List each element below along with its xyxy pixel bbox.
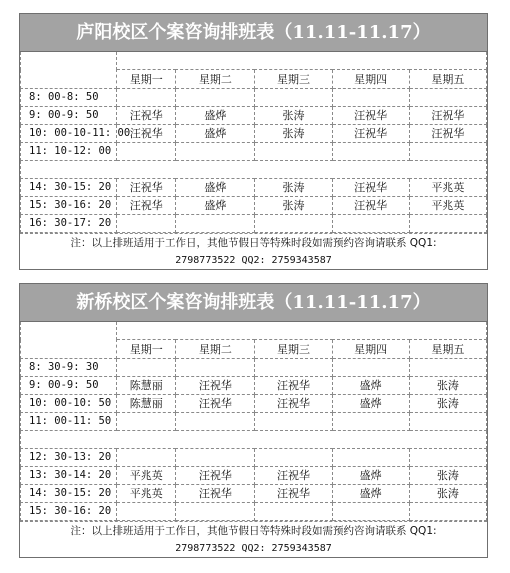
counselor-cell	[117, 503, 176, 521]
day-header-1: 星期一	[117, 70, 176, 89]
schedule-luyang	[19, 13, 488, 270]
gap-row	[21, 161, 487, 179]
table-row	[21, 359, 487, 377]
counselor-cell	[255, 413, 332, 431]
counselor-cell: 张涛	[409, 467, 486, 485]
day-header-5: 星期五	[409, 70, 486, 89]
counselor-cell	[117, 89, 176, 107]
counselor-cell: 盛烨	[332, 485, 409, 503]
counselor-cell: 盛烨	[332, 377, 409, 395]
counselor-cell	[409, 503, 486, 521]
day-header-3: 星期三	[255, 340, 332, 359]
counselor-cell: 汪祝华	[255, 467, 332, 485]
time-slot: 11: 10-12: 00	[21, 143, 117, 161]
counselor-cell	[117, 413, 176, 431]
time-slot: 8: 00-8: 50	[21, 89, 117, 107]
table-row	[21, 179, 487, 197]
counselor-cell: 张涛	[409, 395, 486, 413]
counselor-cell	[332, 143, 409, 161]
counselor-cell: 张涛	[255, 125, 332, 143]
counselor-cell	[332, 359, 409, 377]
counselor-cell: 盛烨	[176, 125, 255, 143]
counselor-cell: 汪祝华	[176, 377, 255, 395]
counselor-cell: 汪祝华	[176, 467, 255, 485]
counselor-cell: 汪祝华	[176, 395, 255, 413]
day-header-1: 星期一	[117, 340, 176, 359]
table-row	[21, 485, 487, 503]
counselor-cell	[332, 503, 409, 521]
counselor-cell: 汪祝华	[332, 197, 409, 215]
counselor-cell: 平兆英	[409, 179, 486, 197]
spacer-row	[21, 52, 487, 70]
counselor-cell	[176, 215, 255, 233]
time-slot: 13: 30-14: 20	[21, 467, 117, 485]
time-slot: 16: 30-17: 20	[21, 215, 117, 233]
counselor-cell	[176, 503, 255, 521]
counselor-cell: 盛烨	[176, 197, 255, 215]
time-slot: 9: 00-9: 50	[21, 107, 117, 125]
counselor-cell: 汪祝华	[255, 395, 332, 413]
counselor-cell	[409, 89, 486, 107]
counselor-cell: 张涛	[255, 197, 332, 215]
note-line-2: 2798773522 QQ2: 2759343587	[175, 543, 332, 554]
counselor-cell: 汪祝华	[117, 125, 176, 143]
table-row	[21, 503, 487, 521]
table-row	[21, 467, 487, 485]
time-slot: 11: 00-11: 50	[21, 413, 117, 431]
gap-row	[21, 431, 487, 449]
spacer-cell	[117, 52, 487, 70]
table-row	[21, 449, 487, 467]
day-header-2: 星期二	[176, 340, 255, 359]
note-line-2: 2798773522 QQ2: 2759343587	[175, 255, 332, 266]
table-row	[21, 395, 487, 413]
schedule-table	[20, 52, 487, 233]
schedule-table	[20, 322, 487, 521]
table-row	[21, 377, 487, 395]
counselor-cell	[332, 449, 409, 467]
counselor-cell	[117, 215, 176, 233]
counselor-cell	[332, 89, 409, 107]
time-slot: 14: 30-15: 20	[21, 179, 117, 197]
table-row	[21, 143, 487, 161]
counselor-cell: 汪祝华	[332, 107, 409, 125]
counselor-cell: 盛烨	[176, 179, 255, 197]
day-header-2: 星期二	[176, 70, 255, 89]
note-line-1: 注：以上排班适用于工作日，其他节假日等特殊时段如需预约咨询请联系 QQ1:	[70, 237, 437, 249]
counselor-cell: 平兆英	[117, 485, 176, 503]
time-slot: 10: 00-10-11: 00	[21, 125, 117, 143]
counselor-cell	[117, 449, 176, 467]
gap-cell	[21, 161, 487, 179]
gap-cell	[21, 431, 487, 449]
day-header-4: 星期四	[332, 340, 409, 359]
counselor-cell: 盛烨	[176, 107, 255, 125]
counselor-cell: 平兆英	[117, 467, 176, 485]
schedule-note	[20, 521, 487, 557]
counselor-cell	[255, 359, 332, 377]
counselor-cell	[176, 413, 255, 431]
counselor-cell	[255, 143, 332, 161]
table-row	[21, 413, 487, 431]
time-slot: 9: 00-9: 50	[21, 377, 117, 395]
counselor-cell	[176, 89, 255, 107]
table-row	[21, 107, 487, 125]
table-row	[21, 125, 487, 143]
counselor-cell: 汪祝华	[117, 107, 176, 125]
time-slot: 15: 30-16: 20	[21, 503, 117, 521]
schedule-xinqiao	[19, 283, 488, 558]
counselor-cell: 汪祝华	[409, 107, 486, 125]
counselor-cell	[176, 359, 255, 377]
corner-cell	[21, 322, 117, 359]
table-row	[21, 89, 487, 107]
counselor-cell: 陈慧丽	[117, 377, 176, 395]
counselor-cell	[255, 215, 332, 233]
counselor-cell: 张涛	[409, 485, 486, 503]
counselor-cell	[409, 215, 486, 233]
counselor-cell: 汪祝华	[255, 485, 332, 503]
counselor-cell	[255, 503, 332, 521]
counselor-cell: 汪祝华	[176, 485, 255, 503]
counselor-cell	[409, 143, 486, 161]
counselor-cell	[255, 449, 332, 467]
counselor-cell	[255, 89, 332, 107]
day-header-3: 星期三	[255, 70, 332, 89]
counselor-cell: 张涛	[409, 377, 486, 395]
spacer-cell	[117, 322, 487, 340]
counselor-cell	[176, 449, 255, 467]
corner-cell	[21, 52, 117, 89]
counselor-cell	[176, 143, 255, 161]
time-slot: 15: 30-16: 20	[21, 197, 117, 215]
time-slot: 8: 30-9: 30	[21, 359, 117, 377]
counselor-cell: 汪祝华	[117, 179, 176, 197]
schedule-note	[20, 233, 487, 269]
counselor-cell: 汪祝华	[255, 377, 332, 395]
note-line-1: 注：以上排班适用于工作日，其他节假日等特殊时段如需预约咨询请联系 QQ1:	[70, 525, 437, 537]
counselor-cell	[409, 449, 486, 467]
day-header-4: 星期四	[332, 70, 409, 89]
time-slot: 14: 30-15: 20	[21, 485, 117, 503]
counselor-cell	[117, 143, 176, 161]
spacer-row	[21, 322, 487, 340]
day-header-5: 星期五	[409, 340, 486, 359]
counselor-cell: 盛烨	[332, 467, 409, 485]
counselor-cell: 盛烨	[332, 395, 409, 413]
counselor-cell: 陈慧丽	[117, 395, 176, 413]
schedule-title: 庐阳校区个案咨询排班表（11.11-11.17）	[20, 14, 487, 52]
time-slot: 12: 30-13: 20	[21, 449, 117, 467]
counselor-cell: 汪祝华	[409, 125, 486, 143]
counselor-cell: 汪祝华	[332, 125, 409, 143]
counselor-cell	[409, 413, 486, 431]
counselor-cell	[117, 359, 176, 377]
time-slot: 10: 00-10: 50	[21, 395, 117, 413]
counselor-cell	[409, 359, 486, 377]
table-row	[21, 215, 487, 233]
schedule-title: 新桥校区个案咨询排班表（11.11-11.17）	[20, 284, 487, 322]
counselor-cell: 张涛	[255, 107, 332, 125]
table-row	[21, 197, 487, 215]
counselor-cell: 汪祝华	[117, 197, 176, 215]
counselor-cell	[332, 215, 409, 233]
counselor-cell: 张涛	[255, 179, 332, 197]
counselor-cell: 平兆英	[409, 197, 486, 215]
counselor-cell: 汪祝华	[332, 179, 409, 197]
counselor-cell	[332, 413, 409, 431]
